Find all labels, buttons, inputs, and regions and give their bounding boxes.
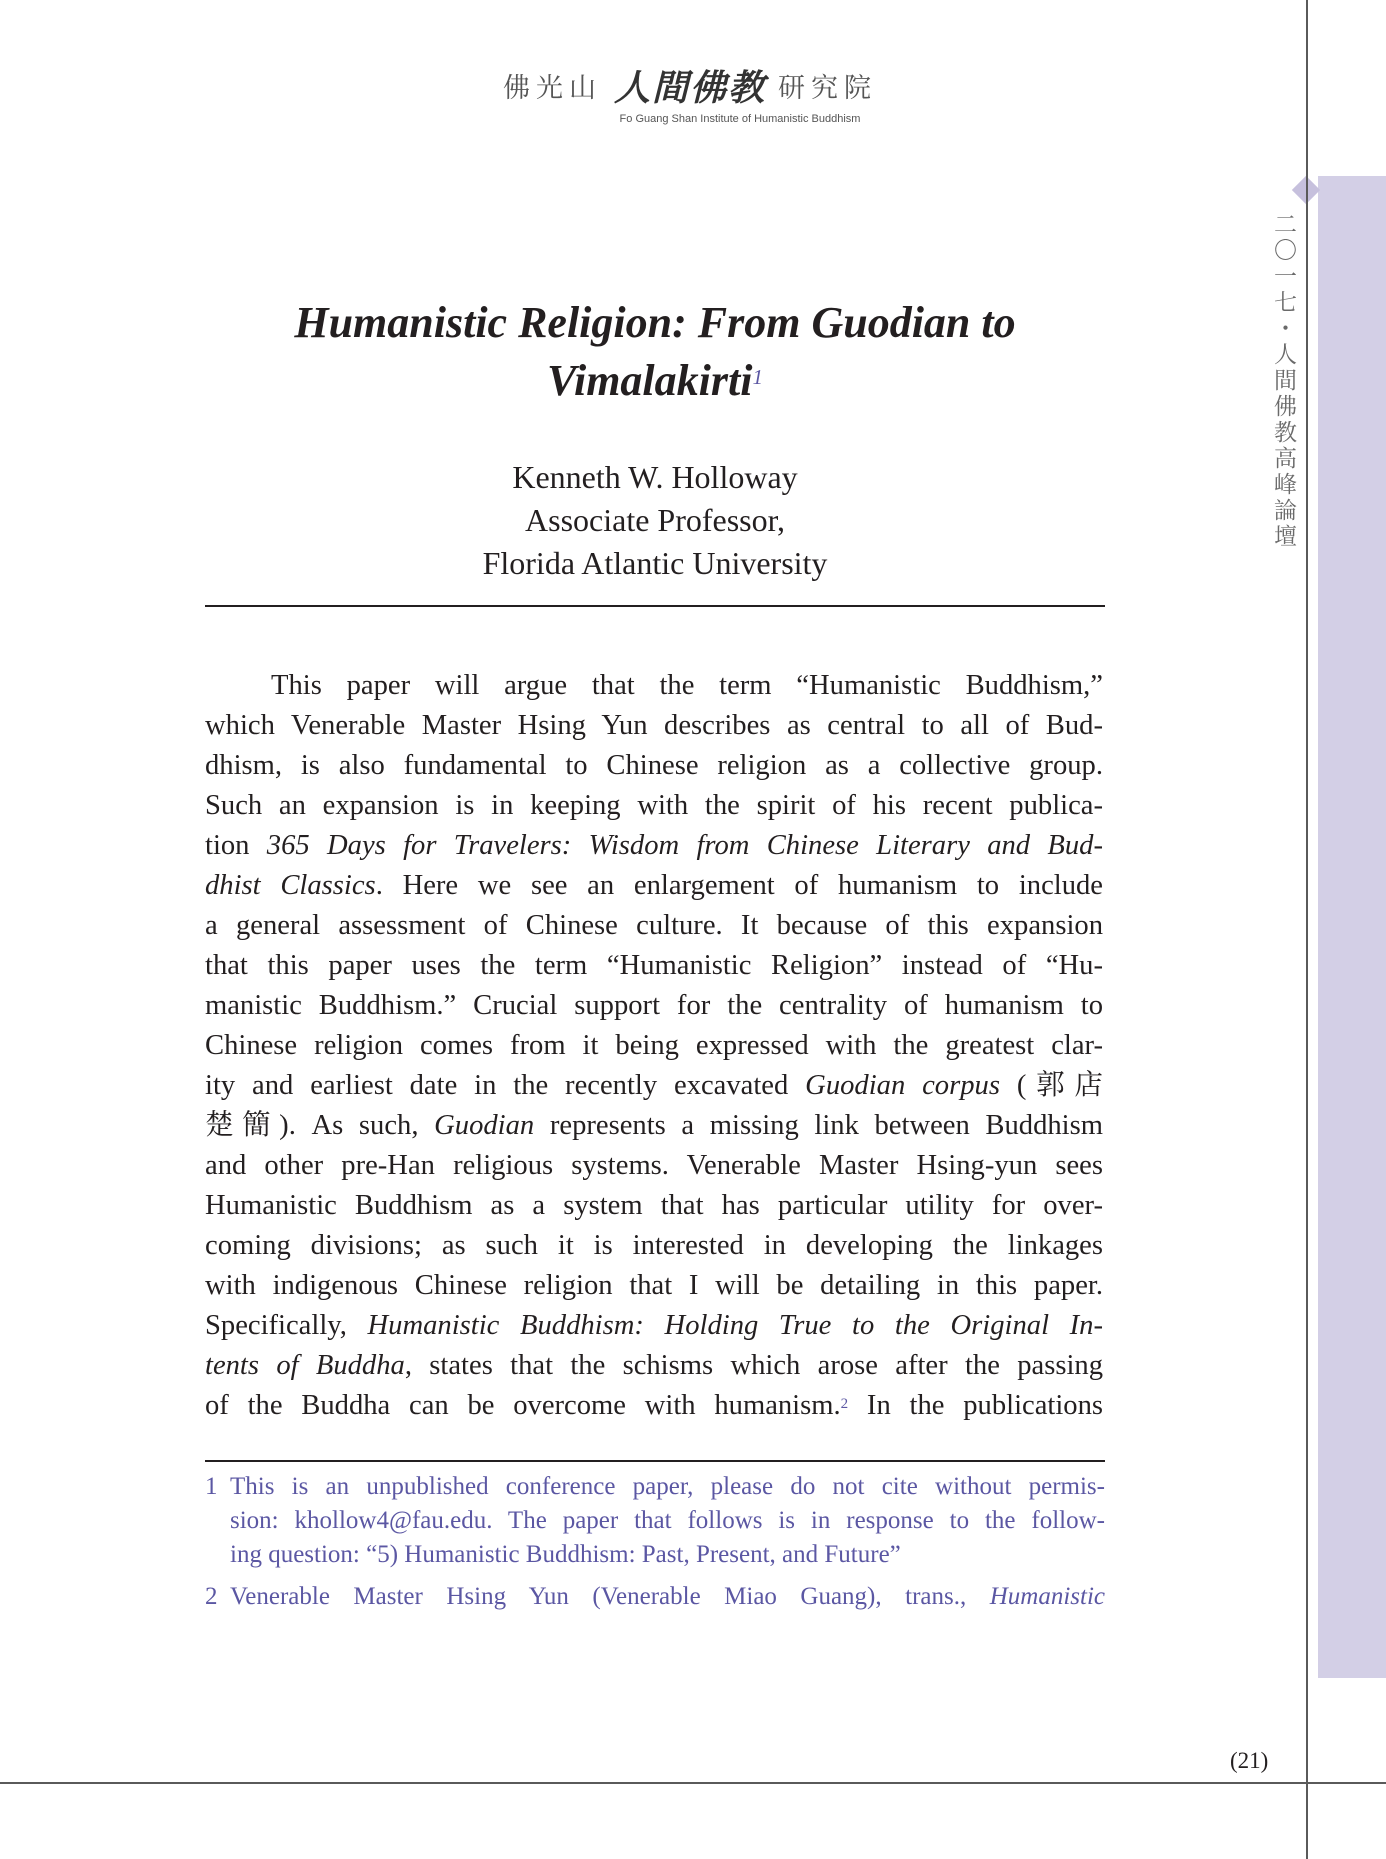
page-number: (21) <box>1230 1748 1269 1773</box>
body-line: This paper will argue that the term “Humanistic Buddhism,” <box>271 670 1103 701</box>
body-text-run: In the publications <box>848 1390 1104 1421</box>
body-text-run: tion <box>205 830 267 861</box>
author-name: Kenneth W. Holloway <box>512 459 798 495</box>
body-line: dhism, is also fundamental to Chinese religion as a collective group. <box>205 750 1103 781</box>
title-footnote-ref[interactable]: 1 <box>752 365 763 389</box>
body-line <box>205 1106 1103 1146</box>
side-vertical-rule <box>1306 0 1308 1859</box>
footnote-divider <box>205 1460 1105 1462</box>
bottom-horizontal-rule <box>0 1782 1386 1784</box>
paper-title <box>205 294 1105 410</box>
book-title: dhist Classics <box>205 870 376 901</box>
conference-vertical-label: 二〇一七・人間佛教高峰論壇 <box>1270 212 1296 550</box>
body-line <box>205 1346 1103 1386</box>
body-text-run: ity and earliest date in the recently excavated <box>205 1070 806 1101</box>
body-line <box>205 826 1103 866</box>
title-line-2-text: Vimalakirti <box>547 356 753 405</box>
body-line <box>205 1066 1103 1106</box>
author-affiliation: Florida Atlantic University <box>482 545 828 581</box>
body-text-run: Specifically, <box>205 1310 368 1341</box>
logo-subtitle: Fo Guang Shan Institute of Humanistic Buddhism <box>619 113 861 125</box>
body-line <box>205 866 1103 906</box>
author-position: Associate Professor, <box>525 502 785 538</box>
footnote-line <box>230 1580 1105 1614</box>
footnote-number: 2 <box>205 1583 218 1610</box>
body-text-run: , states that the schisms which arose after the passing <box>404 1350 1103 1381</box>
body-line <box>205 1386 1103 1426</box>
body-line: which Venerable Master Hsing Yun describes as central to all of Bud- <box>205 710 1103 741</box>
footnote-ref[interactable]: 2 <box>840 1396 849 1412</box>
footnote-line: This is an unpublished conference paper, please do not cite without permis- <box>230 1473 1105 1500</box>
book-title: 365 Days for Travelers: Wisdom from Chinese Literary and Bud- <box>266 830 1103 861</box>
footnote-number: 1 <box>205 1473 218 1500</box>
body-line <box>205 1306 1103 1346</box>
author-block <box>305 456 1005 585</box>
logo-title <box>480 60 900 111</box>
body-text-run: . Here we see an enlargement of humanism to include <box>375 870 1104 901</box>
footnote-2 <box>205 1580 1105 1614</box>
body-line: a general assessment of Chinese culture. It because of this expansion <box>205 910 1103 941</box>
body-text-run: 楚簡). As such, <box>205 1110 435 1141</box>
title-line-1: Humanistic Religion: From Guodian to <box>294 298 1016 347</box>
body-line: Such an expansion is in keeping with the spirit of his recent publica- <box>205 790 1103 821</box>
book-title: tents of Buddha <box>205 1350 405 1381</box>
body-line: Chinese religion comes from it being expressed with the greatest clar- <box>205 1030 1103 1061</box>
footnote-1 <box>205 1470 1105 1572</box>
body-line: with indigenous Chinese religion that I will be detailing in this paper. <box>205 1270 1103 1301</box>
body-text-run: of the Buddha can be overcome with humanism. <box>205 1390 841 1421</box>
side-color-band <box>1318 176 1386 1678</box>
body-line: coming divisions; as such it is interested in developing the linkages <box>205 1230 1103 1261</box>
body-line: Humanistic Buddhism as a system that has particular utility for over- <box>205 1190 1103 1221</box>
body-text-run: (郭店 <box>999 1070 1103 1101</box>
body-line: that this paper uses the term “Humanistic Religion” instead of “Hu- <box>205 950 1103 981</box>
footnote-line: ing question: “5) Humanistic Buddhism: Past, Present, and Future” <box>230 1541 901 1568</box>
logo-center-chars: 人間佛教 <box>613 67 766 109</box>
body-line: and other pre-Han religious systems. Venerable Master Hsing-yun sees <box>205 1150 1103 1181</box>
logo-left-chars: 佛光山 <box>502 73 602 104</box>
book-title: Humanistic Buddhism: Holding True to the Original In- <box>367 1310 1104 1341</box>
title-line-2 <box>205 352 1105 410</box>
footnotes <box>205 1470 1105 1616</box>
body-text-run: represents a missing link between Buddhism <box>534 1110 1103 1141</box>
footnote-text-run: Venerable Master Hsing Yun (Venerable Miao Guang), trans., <box>230 1583 990 1610</box>
logo-right-chars: 研究院 <box>778 73 877 104</box>
corpus-name: Guodian corpus <box>805 1070 1000 1101</box>
institute-logo <box>480 60 900 125</box>
corpus-name: Guodian <box>434 1110 535 1141</box>
body-line: manistic Buddhism.” Crucial support for the centrality of humanism to <box>205 990 1103 1021</box>
body-paragraph <box>205 666 1103 1426</box>
footnote-line: sion: khollow4@fau.edu. The paper that follows is in response to the follow- <box>230 1507 1105 1534</box>
book-title: Humanistic <box>989 1583 1105 1610</box>
title-divider <box>205 605 1105 607</box>
